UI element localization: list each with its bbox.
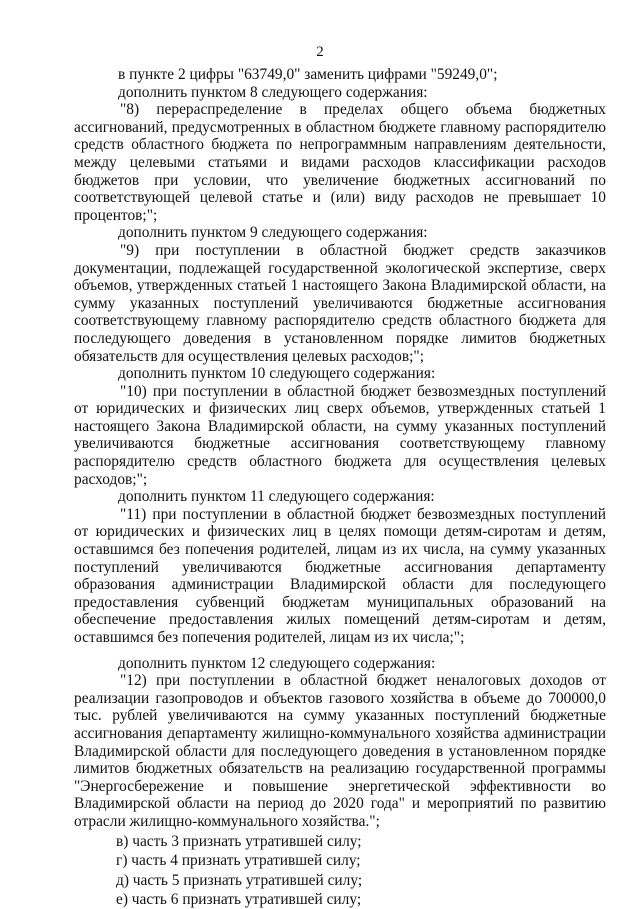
list-item: в) часть 3 признать утратившей силу;	[116, 832, 362, 850]
paragraph-item-9: "9) при поступлении в областной бюджет средств заказчиков документации, подлежащей государственной экологической экспертизе, сверх объемов, утвержденных статьей 1 настоящего Закона Владимирской области, на сумму указанных поступлений увеличиваются бюджетные ассигнования соответствующему главному распорядителю средств областного бюджета для последующего доведения в установленном порядке лимитов бюджетных обязательств для осуществления целевых расходов;";	[74, 241, 606, 365]
list-item: г) часть 4 признать утратившей силу;	[116, 852, 361, 870]
paragraph-add-item-11-intro: дополнить пунктом 11 следующего содержания:	[118, 488, 435, 506]
paragraph-amend-item-2: в пункте 2 цифры "63749,0" заменить цифрами "59249,0";	[118, 66, 498, 83]
paragraph-add-item-8-intro: дополнить пунктом 8 следующего содержания:	[118, 83, 428, 101]
page-number: 2	[316, 44, 324, 60]
paragraph-item-11: "11) при поступлении в областной бюджет безвозмездных поступлений от юридических и физических лиц в целях помощи детям-сиротам и детям, оставшимся без попечения родителей, лицам из их числа, на сумму указанных поступлений увеличиваются бюджетные ассигнования департаменту образования администрации Владимирской области для последующего предоставления субвенций бюджетам муниципальных образований на обеспечение предоставления жилых помещений детям-сиротам и детям, оставшимся без попечения родителей, лицам из их числа;";	[74, 505, 606, 646]
paragraph-add-item-10-intro: дополнить пунктом 10 следующего содержания:	[118, 365, 436, 383]
paragraph-add-item-12-intro: дополнить пунктом 12 следующего содержания:	[118, 654, 436, 672]
list-item: е) часть 6 признать утратившей силу;	[116, 891, 362, 909]
paragraph-item-8: "8) перераспределение в пределах общего объема бюджетных ассигнований, предусмотренных в областном бюджете главному распорядителю средств областного бюджета по непрограммным направлениям деятельности, между целевыми статьями и видами расходов классификации расходов бюджетов при условии, что увеличение бюджетных ассигнований по соответствующей целевой статье и (или) виду расходов не превышает 10 процентов;";	[74, 101, 606, 224]
document-body	[74, 66, 606, 909]
paragraph-item-12: "12) при поступлении в областной бюджет неналоговых доходов от реализации газопроводов и объектов газового хозяйства в объеме до 700000,0 тыс. рублей увеличиваются на сумму указанных поступлений бюджетные ассигнования департаменту жилищно-коммунального хозяйства администрации Владимирской области для последующего доведения в установленном порядке лимитов бюджетных обязательств на реализацию государственной программы "Энергосбережение и повышение энергетической эффективности во Владимирской области на период до 2020 года" и мероприятий по развитию отрасли жилищно-коммунального хозяйства.";	[74, 672, 606, 830]
paragraph-item-10: "10) при поступлении в областной бюджет безвозмездных поступлений от юридических и физических лиц сверх объемов, утвержденных статьей 1 настоящего Закона Владимирской области, на сумму указанных поступлений увеличиваются бюджетные ассигнования соответствующему главному распорядителю средств областного бюджета для осуществления целевых расходов;";	[74, 382, 606, 488]
list-item: д) часть 5 признать утратившей силу;	[116, 871, 363, 889]
paragraph-add-item-9-intro: дополнить пунктом 9 следующего содержания:	[118, 224, 428, 242]
